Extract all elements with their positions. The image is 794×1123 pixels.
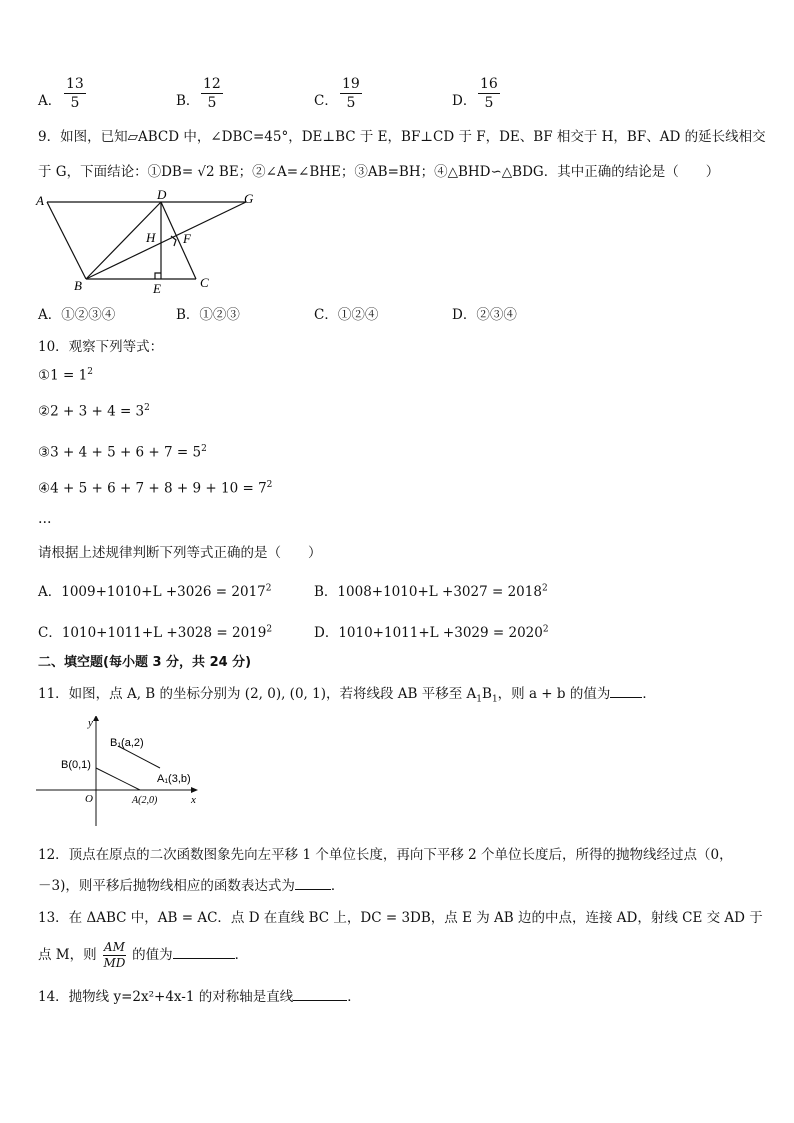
q11-text-before: 11．如图，点 A, B 的坐标分别为 (2, 0), (0, 1)，若将线段 AB 平移至 A xyxy=(38,686,477,702)
numerator: 19 xyxy=(342,76,360,92)
q9-stem-line1: 9．如图，已知▱ABCD 中，∠DBC=45°，DE⊥BC 于 E，BF⊥CD 于 F，DE、BF 相交于 H，BF、AD 的延长线相交 xyxy=(38,129,766,145)
eq-text: ②2 + 3 + 4 = 3 xyxy=(38,403,145,420)
q8-option-d-fraction xyxy=(478,75,500,112)
label-d: D xyxy=(157,188,167,202)
q11-stem xyxy=(38,682,656,705)
q9-parallelogram-figure xyxy=(34,188,264,298)
q10-equation-4 xyxy=(38,480,272,497)
q14-end: ． xyxy=(347,989,361,1005)
q13-text-post: 的值为 xyxy=(132,947,173,963)
numerator: 12 xyxy=(203,76,221,92)
q14-text: 14．抛物线 y=2x²+4x-1 的对称轴是直线 xyxy=(38,989,294,1005)
q8-option-c-letter: C． xyxy=(314,93,338,109)
q10-option-d xyxy=(314,621,549,641)
q10-ellipsis: … xyxy=(38,511,52,527)
q10-stem: 10．观察下列等式： xyxy=(38,339,164,355)
y-axis-label: y xyxy=(88,717,93,729)
eq-text: ③3 + 4 + 5 + 6 + 7 = 5 xyxy=(38,444,202,461)
q12-end: ． xyxy=(330,878,345,894)
sub: 1 xyxy=(491,694,498,705)
label-g: G xyxy=(244,191,254,206)
exp: 2 xyxy=(541,583,548,594)
x-axis-label: x xyxy=(191,794,196,806)
q13-text-pre: 点 M，则 xyxy=(38,947,97,963)
q10-option-a xyxy=(38,580,272,600)
denominator: 5 xyxy=(70,95,80,111)
q13-end: ． xyxy=(234,947,249,963)
q13-stem-line1: 13．在 ΔABC 中，AB = AC．点 D 在直线 BC 上，DC = 3DB，点 E 为 AB 边的中点，连接 AD，射线 CE 交 AD 于 xyxy=(38,910,763,926)
q11-coordinate-figure xyxy=(36,716,206,828)
opt-text: A．1009+1010+L +3026 = 2017 xyxy=(38,584,266,600)
point-b1-label: B₁(a,2) xyxy=(110,737,144,749)
label-a: A xyxy=(36,193,44,208)
q9-option-d: D．②③④ xyxy=(452,307,517,323)
q10-equation-3 xyxy=(38,444,207,461)
label-h: H xyxy=(146,230,156,245)
q12-text: －3)，则平移后抛物线相应的函数表达式为 xyxy=(38,878,295,894)
exp: 2 xyxy=(266,480,273,490)
q10-equation-1 xyxy=(38,367,93,384)
q10-question: 请根据上述规律判断下列等式正确的是（ ） xyxy=(38,545,322,561)
exp: 2 xyxy=(201,444,207,454)
exp: 2 xyxy=(144,403,150,413)
answer-blank[interactable] xyxy=(293,1000,347,1001)
q11-text-after: ，则 a + b 的值为 xyxy=(497,686,611,702)
label-e: E xyxy=(153,281,161,296)
opt-text: B．1008+1010+L +3027 = 2018 xyxy=(314,584,542,600)
opt-text: D．1010+1011+L +3029 = 2020 xyxy=(314,625,543,641)
q9-option-c: C．①②④ xyxy=(314,307,379,323)
point-a1-label: A₁(3,b) xyxy=(157,773,191,785)
q13-stem-line2 xyxy=(38,940,248,971)
eq-text: ①1 = 1 xyxy=(38,367,88,384)
origin-label: O xyxy=(85,793,93,805)
q8-option-a-letter: A． xyxy=(38,93,62,109)
q10-option-c xyxy=(38,621,272,641)
q8-option-b-fraction xyxy=(201,75,223,112)
q9-stem-line2: 于 G，下面结论：①DB= √2 BE；②∠A=∠BHE；③AB=BH；④△BHD∽△BDG．其中正确的结论是（ ） xyxy=(38,164,720,180)
denominator: 5 xyxy=(484,95,494,111)
eq-text: ④4 + 5 + 6 + 7 + 8 + 9 + 10 = 7 xyxy=(38,480,267,497)
x-axis-arrow-icon xyxy=(191,787,198,793)
q8-option-a-fraction xyxy=(64,75,86,112)
opt-text: C．1010+1011+L +3028 = 2019 xyxy=(38,625,267,641)
q11-end: ． xyxy=(642,686,656,702)
y-axis-arrow-icon xyxy=(93,716,99,721)
numerator: AM xyxy=(103,940,125,954)
denominator: MD xyxy=(103,956,126,970)
point-a-label: A(2,0) xyxy=(132,795,158,806)
q10-option-b xyxy=(314,580,548,600)
answer-blank[interactable] xyxy=(173,958,235,959)
q12-stem-line1: 12．顶点在原点的二次函数图象先向左平移 1 个单位长度，再向下平移 2 个单位长度后，所得的抛物线经过点（0， xyxy=(38,847,733,863)
q8-option-d-letter: D． xyxy=(452,93,477,109)
q11-mid: B xyxy=(482,686,492,702)
q10-equation-2 xyxy=(38,403,150,420)
q8-option-b-letter: B． xyxy=(176,93,200,109)
section-fill-in-heading: 二、填空题(每小题 3 分，共 24 分) xyxy=(38,655,252,670)
exp: 2 xyxy=(87,367,93,377)
q9-option-b: B．①②③ xyxy=(176,307,240,323)
exp: 2 xyxy=(265,583,272,594)
denominator: 5 xyxy=(207,95,217,111)
q13-fraction xyxy=(103,940,126,971)
q14-stem xyxy=(38,985,361,1005)
label-b: B xyxy=(74,278,82,293)
answer-blank[interactable] xyxy=(295,889,331,890)
sub: 1 xyxy=(476,694,483,705)
label-f: F xyxy=(183,231,191,246)
denominator: 5 xyxy=(346,95,356,111)
q9-option-a: A．①②③④ xyxy=(38,307,116,323)
q8-option-c-fraction xyxy=(340,75,362,112)
answer-blank[interactable] xyxy=(610,697,642,698)
numerator: 16 xyxy=(480,76,498,92)
exp: 2 xyxy=(542,624,549,635)
q12-stem-line2 xyxy=(38,874,344,894)
exp: 2 xyxy=(266,624,273,635)
numerator: 13 xyxy=(66,76,84,92)
point-b-label: B(0,1) xyxy=(61,759,91,771)
label-c: C xyxy=(200,275,209,290)
